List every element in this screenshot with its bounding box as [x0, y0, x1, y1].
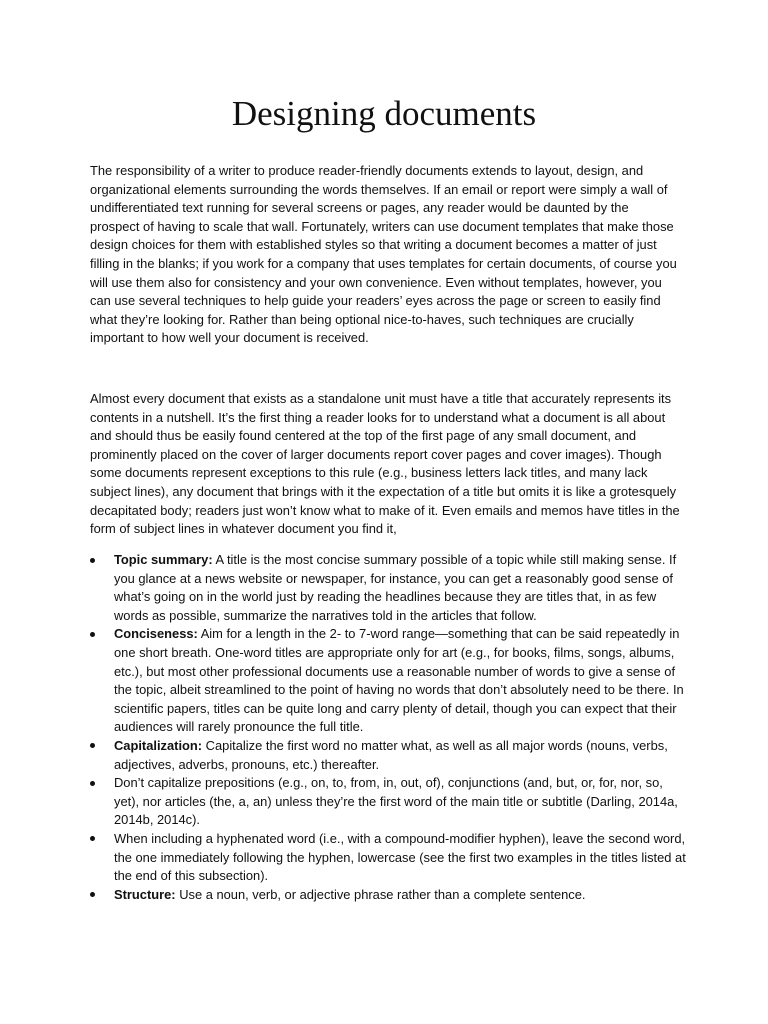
- bullet-text: Don’t capitalize prepositions (e.g., on, to, from, in, out, of), conjunctions (and, but, or, for, nor, so, yet), nor articles (the, a, an) unless they’re the first word of the main title or subtitle (Darling, 2014a, 2014b, 2014c).: [114, 775, 678, 828]
- list-item: [90, 830, 690, 886]
- bullet-icon: [90, 743, 95, 748]
- intro-paragraph: The responsibility of a writer to produce reader-friendly documents extends to layout, design, and organizational elements surrounding the words themselves. If an email or report were simply a wall of undifferentiated text running for several screens or pages, any reader would be daunted by the prospect of having to scale that wall. Fortunately, writers can use document templates that make those design choices for them with established styles so that writing a document becomes a matter of just filling in the blanks; if you work for a company that uses templates for certain documents, of course you will use them also for consistency and your own convenience. Even without templates, however, you can use several techniques to help guide your readers’ eyes across the page or screen to easily find what they’re looking for. Rather than being optional nice-to-haves, such techniques are crucially important to how well your document is received.: [90, 163, 677, 346]
- list-item: [90, 886, 690, 905]
- list-item: [90, 737, 690, 774]
- bullet-text: When including a hyphenated word (i.e., with a compound-modifier hyphen), leave the second word, the one immediately following the hyphen, lowercase (see the first two examples in the titles listed at the end of this subsection).: [114, 830, 686, 884]
- bullet-icon: [90, 632, 95, 637]
- bullet-text: Capitalize the first word no matter what, as well as all major words (nouns, verbs, adjectives, adverbs, pronouns, etc.) thereafter.: [114, 737, 668, 772]
- bullet-text: Use a noun, verb, or adjective phrase rather than a complete sentence.: [175, 886, 586, 902]
- list-item: [90, 774, 690, 830]
- list-item: [90, 551, 690, 625]
- bullet-term: Structure:: [114, 886, 176, 902]
- title-paragraph: Almost every document that exists as a standalone unit must have a title that accurately represents its contents in a nutshell. It’s the first thing a reader looks for to understand what a document is all about and should thus be easily found centered at the top of the first page of any small document, and prominently placed on the cover of larger documents report cover pages and cover images). Though some documents represent exceptions to this rule (e.g., business letters lack titles, and many lack subject lines), any document that brings with it the expectation of a title but omits it is like a grotesquely decapitated body; readers just won’t know what to make of it. Even emails and memos have titles in the form of subject lines in whatever document you find it,: [90, 391, 680, 537]
- bullet-icon: [90, 558, 95, 563]
- bullet-term: Topic summary:: [114, 552, 213, 567]
- bullet-icon: [90, 781, 95, 786]
- bullet-text: A title is the most concise summary possible of a topic while still making sense. If you glance at a news website or newspaper, for instance, you can get a reasonably good sense of what’s going on in the world just by reading the headlines because they are titles that, in as few words as possible, summarize the narratives told in the articles that follow.: [114, 552, 677, 623]
- list-item: [90, 625, 690, 737]
- bullet-text: Aim for a length in the 2- to 7-word range—something that can be said repeatedly in one short breath. One-word titles are appropriate only for art (e.g., for books, films, songs, albums, etc.), but most other professional documents use a reasonable number of words to give a sense of the topic, albeit streamlined to the point of having no words that don’t absolutely need to be there. In scientific papers, titles can be quite long and carry plenty of detail, though you can expect that their audiences will rarely pronounce the full title.: [114, 626, 684, 735]
- bullet-term: Capitalization:: [114, 737, 203, 753]
- bullet-icon: [90, 892, 95, 897]
- bullet-list: [90, 551, 690, 904]
- page-title: Designing documents: [231, 94, 537, 133]
- bullet-icon: [90, 836, 95, 841]
- bullet-term: Conciseness:: [114, 626, 198, 642]
